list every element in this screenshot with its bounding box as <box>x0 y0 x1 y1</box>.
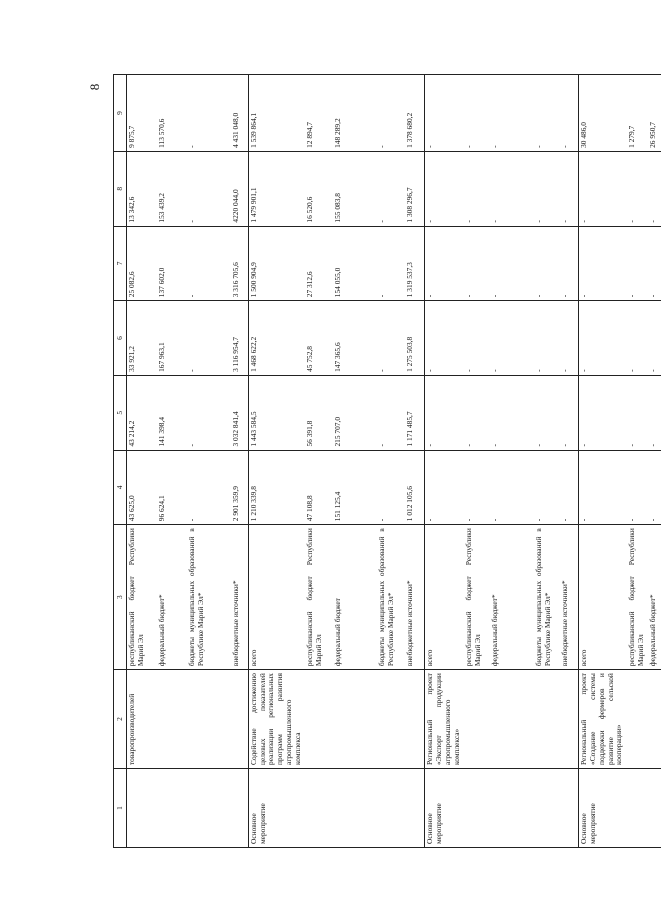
event-name-cell <box>377 670 405 769</box>
table-row <box>627 75 648 848</box>
table-row <box>579 75 627 848</box>
amount-cell: - <box>534 301 560 376</box>
amount-cell: 27 312,6 <box>305 226 333 301</box>
amount-cell: 1 468 622,2 <box>249 301 306 376</box>
amount-cell: - <box>490 151 534 226</box>
event-name-cell <box>627 670 648 769</box>
event-type-cell: Основное мероприятие <box>425 768 464 847</box>
funding-source-cell: всего <box>425 525 464 670</box>
event-type-cell <box>305 768 333 847</box>
amount-cell: - <box>560 151 579 226</box>
amount-cell: 3 116 954,7 <box>231 301 249 376</box>
funding-source-cell: федеральный бюджет* <box>648 525 661 670</box>
amount-cell: 33 921,2 <box>127 301 158 376</box>
column-header: 9 <box>114 75 127 152</box>
funding-source-cell: федеральный бюджет* <box>157 525 187 670</box>
amount-cell: - <box>377 301 405 376</box>
amount-cell: - <box>627 226 648 301</box>
amount-cell: 3 316 705,6 <box>231 226 249 301</box>
event-name-cell <box>464 670 490 769</box>
amount-cell: - <box>425 450 464 525</box>
amount-cell: - <box>464 151 490 226</box>
event-type-cell <box>157 768 187 847</box>
table-row <box>305 75 333 848</box>
amount-cell: - <box>490 75 534 152</box>
amount-cell: 1 539 864,1 <box>249 75 306 152</box>
table-row <box>377 75 405 848</box>
amount-cell: - <box>560 375 579 450</box>
funding-source-cell: федеральный бюджет <box>333 525 377 670</box>
table-row <box>249 75 306 848</box>
amount-cell: 1 171 485,7 <box>405 375 425 450</box>
event-type-cell <box>490 768 534 847</box>
amount-cell: 113 570,6 <box>157 75 187 152</box>
event-name-cell: Содействие достижению целевых показателей реализации региональных программ развития агропромышленного комплекса <box>249 670 306 769</box>
table-row <box>648 75 661 848</box>
column-header: 2 <box>114 670 127 769</box>
amount-cell: - <box>560 75 579 152</box>
amount-cell: - <box>627 151 648 226</box>
event-type-cell <box>534 768 560 847</box>
event-name-cell <box>648 670 661 769</box>
amount-cell: - <box>534 226 560 301</box>
event-name-cell: Региональный проект «Создание системы поддержки фермеров и развитие сельской кооперации» <box>579 670 627 769</box>
amount-cell: 1 443 584,5 <box>249 375 306 450</box>
amount-cell: 153 439,2 <box>157 151 187 226</box>
amount-cell: - <box>648 226 661 301</box>
amount-cell: - <box>464 450 490 525</box>
event-type-cell <box>333 768 377 847</box>
amount-cell: 96 624,1 <box>157 450 187 525</box>
funding-source-cell: всего <box>249 525 306 670</box>
amount-cell: 155 083,8 <box>333 151 377 226</box>
table-row <box>157 75 187 848</box>
amount-cell: - <box>425 301 464 376</box>
event-type-cell <box>560 768 579 847</box>
amount-cell: 43 625,0 <box>127 450 158 525</box>
funding-table <box>113 74 661 848</box>
funding-source-cell: бюджеты муниципальных образований в Республике Марий Эл* <box>534 525 560 670</box>
amount-cell: 25 082,6 <box>127 226 158 301</box>
event-name-cell <box>560 670 579 769</box>
amount-cell: 9 875,7 <box>127 75 158 152</box>
event-name-cell <box>534 670 560 769</box>
amount-cell: 1 479 901,1 <box>249 151 306 226</box>
event-name-cell <box>305 670 333 769</box>
amount-cell: 56 391,8 <box>305 375 333 450</box>
amount-cell: - <box>464 301 490 376</box>
funding-source-cell: республиканский бюджет Республики Марий Эл <box>627 525 648 670</box>
amount-cell: 1 308 296,7 <box>405 151 425 226</box>
amount-cell: - <box>377 375 405 450</box>
amount-cell: - <box>377 226 405 301</box>
amount-cell: - <box>187 301 231 376</box>
funding-source-cell: внебюджетные источники* <box>560 525 579 670</box>
event-name-cell: товаропроизводителей <box>127 670 158 769</box>
amount-cell: 26 950,7 <box>648 75 661 152</box>
column-header: 1 <box>114 768 127 847</box>
amount-cell: - <box>425 151 464 226</box>
amount-cell: 141 398,4 <box>157 375 187 450</box>
amount-cell: 167 963,1 <box>157 301 187 376</box>
amount-cell: - <box>534 375 560 450</box>
event-name-cell <box>157 670 187 769</box>
funding-source-cell: всего <box>579 525 627 670</box>
column-header: 4 <box>114 450 127 525</box>
event-name-cell <box>490 670 534 769</box>
amount-cell: 151 125,4 <box>333 450 377 525</box>
amount-cell: 4220 044,0 <box>231 151 249 226</box>
amount-cell: - <box>425 375 464 450</box>
amount-cell: 1 275 503,8 <box>405 301 425 376</box>
amount-cell: - <box>560 301 579 376</box>
amount-cell: - <box>579 375 627 450</box>
amount-cell: 12 894,7 <box>305 75 333 152</box>
column-header: 6 <box>114 301 127 376</box>
amount-cell: - <box>627 450 648 525</box>
event-type-cell <box>464 768 490 847</box>
amount-cell: - <box>464 375 490 450</box>
funding-source-cell: республиканский бюджет Республики Марий Эл <box>464 525 490 670</box>
amount-cell: 148 289,2 <box>333 75 377 152</box>
amount-cell: - <box>579 151 627 226</box>
table-row <box>333 75 377 848</box>
column-header: 8 <box>114 151 127 226</box>
event-type-cell: Основное мероприятие <box>249 768 306 847</box>
event-type-cell <box>231 768 249 847</box>
amount-cell: 1 012 105,6 <box>405 450 425 525</box>
amount-cell: - <box>627 301 648 376</box>
funding-source-cell: республиканский бюджет Республики Марий Эл <box>305 525 333 670</box>
table-header <box>114 75 127 848</box>
event-name-cell <box>187 670 231 769</box>
amount-cell: - <box>579 450 627 525</box>
funding-source-cell: республиканский бюджет Республики Марий Эл <box>127 525 158 670</box>
amount-cell: - <box>187 226 231 301</box>
amount-cell: 1 319 537,3 <box>405 226 425 301</box>
event-name-cell <box>405 670 425 769</box>
amount-cell: - <box>560 226 579 301</box>
amount-cell: - <box>648 151 661 226</box>
event-type-cell <box>377 768 405 847</box>
table-row <box>231 75 249 848</box>
amount-cell: 147 365,6 <box>333 301 377 376</box>
amount-cell: 47 108,8 <box>305 450 333 525</box>
amount-cell: 215 707,0 <box>333 375 377 450</box>
amount-cell: - <box>490 450 534 525</box>
table-row <box>127 75 158 848</box>
amount-cell: 3 032 841,4 <box>231 375 249 450</box>
amount-cell: 1 378 680,2 <box>405 75 425 152</box>
table-row <box>560 75 579 848</box>
amount-cell: - <box>187 151 231 226</box>
amount-cell: - <box>534 151 560 226</box>
table-row <box>405 75 425 848</box>
amount-cell: - <box>648 375 661 450</box>
table-row <box>490 75 534 848</box>
amount-cell: - <box>425 226 464 301</box>
event-name-cell: Региональный проект «Экспорт продукции агропромышленного комплекса» <box>425 670 464 769</box>
amount-cell: 1 210 339,8 <box>249 450 306 525</box>
funding-source-cell: внебюджетные источники* <box>231 525 249 670</box>
table-row <box>187 75 231 848</box>
amount-cell: 45 752,8 <box>305 301 333 376</box>
event-type-cell <box>405 768 425 847</box>
event-type-cell <box>648 768 661 847</box>
amount-cell: 4 431 048,0 <box>231 75 249 152</box>
table-row <box>534 75 560 848</box>
amount-cell: - <box>534 450 560 525</box>
rotated-table-container <box>113 74 658 848</box>
amount-cell: 137 602,0 <box>157 226 187 301</box>
amount-cell: - <box>648 301 661 376</box>
amount-cell: 1 279,7 <box>627 75 648 152</box>
funding-source-cell: федеральный бюджет* <box>490 525 534 670</box>
amount-cell: - <box>187 375 231 450</box>
amount-cell: - <box>187 450 231 525</box>
amount-cell: - <box>560 450 579 525</box>
amount-cell: 16 520,6 <box>305 151 333 226</box>
event-type-cell <box>627 768 648 847</box>
amount-cell: - <box>534 75 560 152</box>
amount-cell: - <box>490 375 534 450</box>
event-name-cell <box>231 670 249 769</box>
column-header: 3 <box>114 525 127 670</box>
table-body <box>127 75 661 848</box>
amount-cell: - <box>490 226 534 301</box>
amount-cell: - <box>464 75 490 152</box>
table-row <box>425 75 464 848</box>
event-name-cell <box>333 670 377 769</box>
column-header: 7 <box>114 226 127 301</box>
amount-cell: - <box>377 450 405 525</box>
amount-cell: 1 500 904,9 <box>249 226 306 301</box>
funding-source-cell: внебюджетные источники* <box>405 525 425 670</box>
amount-cell: 154 055,0 <box>333 226 377 301</box>
amount-cell: 2 901 359,9 <box>231 450 249 525</box>
column-header: 5 <box>114 375 127 450</box>
event-type-cell <box>127 768 158 847</box>
amount-cell: - <box>627 375 648 450</box>
amount-cell: 43 214,2 <box>127 375 158 450</box>
amount-cell: - <box>425 75 464 152</box>
amount-cell: - <box>490 301 534 376</box>
funding-source-cell: бюджеты муниципальных образований в Республике Марий Эл* <box>187 525 231 670</box>
amount-cell: - <box>377 151 405 226</box>
table-row <box>464 75 490 848</box>
amount-cell: - <box>187 75 231 152</box>
amount-cell: - <box>377 75 405 152</box>
event-type-cell: Основное мероприятие <box>579 768 627 847</box>
page-number: 8 <box>87 83 102 91</box>
amount-cell: - <box>579 226 627 301</box>
amount-cell: 30 486,0 <box>579 75 627 152</box>
event-type-cell <box>187 768 231 847</box>
amount-cell: - <box>464 226 490 301</box>
amount-cell: - <box>579 301 627 376</box>
funding-source-cell: бюджеты муниципальных образований в Республике Марий Эл* <box>377 525 405 670</box>
amount-cell: 13 342,6 <box>127 151 158 226</box>
amount-cell: - <box>648 450 661 525</box>
